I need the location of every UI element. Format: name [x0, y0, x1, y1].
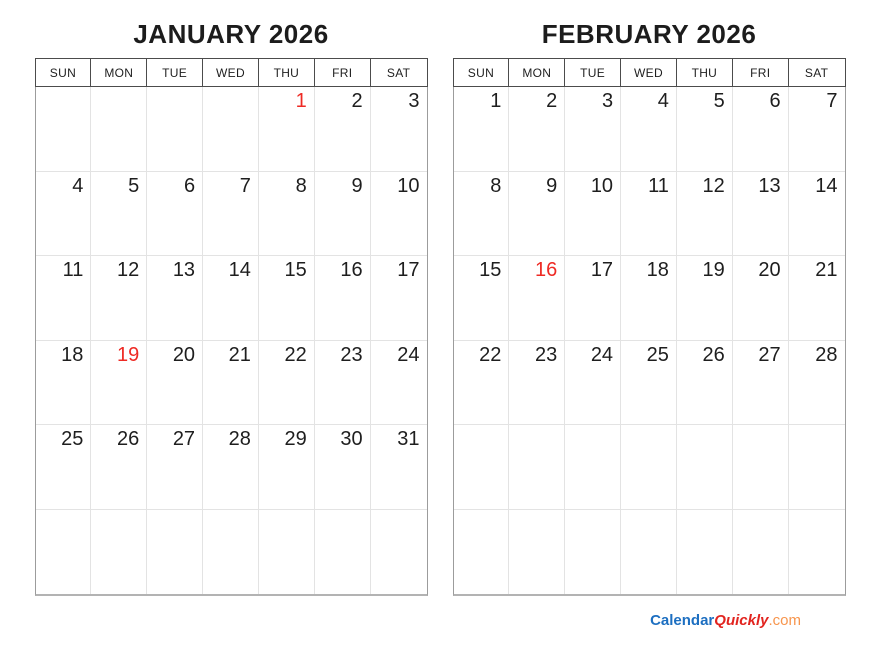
- day-cell-empty: [203, 87, 259, 172]
- day-cell-february-1: 1: [454, 87, 510, 172]
- weekday-header-mon: MON: [91, 59, 147, 86]
- calendar-january: [35, 20, 428, 596]
- day-cell-february-7: 7: [789, 87, 845, 172]
- day-cell-february-11: 11: [621, 172, 677, 257]
- day-cell-february-6: 6: [733, 87, 789, 172]
- day-cell-empty: [677, 510, 733, 595]
- day-cell-february-10: 10: [565, 172, 621, 257]
- day-cell-february-27: 27: [733, 341, 789, 426]
- day-cell-february-28: 28: [789, 341, 845, 426]
- day-cell-empty: [371, 510, 427, 595]
- weekday-header-wed: WED: [203, 59, 259, 86]
- day-cell-january-29: 29: [259, 425, 315, 510]
- weekday-header-wed: WED: [621, 59, 677, 86]
- weekday-header-mon: MON: [509, 59, 565, 86]
- day-cell-january-22: 22: [259, 341, 315, 426]
- weekday-header-sun: SUN: [36, 59, 92, 86]
- day-cell-january-26: 26: [91, 425, 147, 510]
- day-cell-january-25: 25: [36, 425, 92, 510]
- day-cell-february-3: 3: [565, 87, 621, 172]
- day-cell-january-6: 6: [147, 172, 203, 257]
- day-cell-january-20: 20: [147, 341, 203, 426]
- day-cell-february-2: 2: [509, 87, 565, 172]
- day-cell-january-11: 11: [36, 256, 92, 341]
- logo-text-com: .com: [768, 612, 801, 629]
- day-cell-january-12: 12: [91, 256, 147, 341]
- day-cell-empty: [454, 510, 510, 595]
- day-cell-february-25: 25: [621, 341, 677, 426]
- date-grid-january: [35, 87, 428, 596]
- day-cell-february-23: 23: [509, 341, 565, 426]
- day-cell-february-22: 22: [454, 341, 510, 426]
- day-cell-january-7: 7: [203, 172, 259, 257]
- logo-text-quickly: Quickly: [714, 612, 769, 629]
- day-cell-january-27: 27: [147, 425, 203, 510]
- day-cell-january-31: 31: [371, 425, 427, 510]
- day-cell-february-17: 17: [565, 256, 621, 341]
- weekday-header-row-january: [35, 58, 428, 87]
- day-cell-january-2: 2: [315, 87, 371, 172]
- day-cell-february-19: 19: [677, 256, 733, 341]
- day-cell-february-14: 14: [789, 172, 845, 257]
- day-cell-empty: [565, 425, 621, 510]
- day-cell-february-4: 4: [621, 87, 677, 172]
- weekday-header-thu: THU: [259, 59, 315, 86]
- day-cell-empty: [259, 510, 315, 595]
- day-cell-empty: [509, 510, 565, 595]
- day-cell-january-16: 16: [315, 256, 371, 341]
- day-cell-january-21: 21: [203, 341, 259, 426]
- weekday-header-sat: SAT: [386, 65, 411, 80]
- logo-text-calendar: Calendar: [650, 612, 715, 629]
- month-title-february: FEBRUARY 2026: [541, 19, 757, 49]
- date-grid-february: [453, 87, 846, 596]
- day-cell-empty: [789, 425, 845, 510]
- day-cell-january-4: 4: [36, 172, 92, 257]
- weekday-header-row-february: [453, 58, 846, 87]
- day-cell-february-9: 9: [509, 172, 565, 257]
- weekday-header-sun: SUN: [454, 59, 510, 86]
- day-cell-february-20: 20: [733, 256, 789, 341]
- day-cell-empty: [147, 87, 203, 172]
- day-cell-empty: [733, 425, 789, 510]
- day-cell-february-24: 24: [565, 341, 621, 426]
- day-cell-january-8: 8: [259, 172, 315, 257]
- day-cell-empty: [621, 510, 677, 595]
- day-cell-february-12: 12: [677, 172, 733, 257]
- day-cell-january-1: 1: [259, 87, 315, 172]
- weekday-header-tue: TUE: [147, 59, 203, 86]
- day-cell-empty: [36, 510, 92, 595]
- day-cell-empty: [91, 510, 147, 595]
- calendar-february: [453, 20, 846, 596]
- day-cell-empty: [733, 510, 789, 595]
- day-cell-january-10: 10: [371, 172, 427, 257]
- day-cell-empty: [36, 87, 92, 172]
- day-cell-empty: [621, 425, 677, 510]
- day-cell-january-28: 28: [203, 425, 259, 510]
- day-cell-january-19: 19: [91, 341, 147, 426]
- day-cell-january-9: 9: [315, 172, 371, 257]
- day-cell-january-30: 30: [315, 425, 371, 510]
- day-cell-empty: [677, 425, 733, 510]
- weekday-header-sat: SAT: [804, 65, 829, 80]
- day-cell-february-13: 13: [733, 172, 789, 257]
- weekday-header-fri: FRI: [315, 59, 371, 86]
- day-cell-empty: [147, 510, 203, 595]
- day-cell-empty: [454, 425, 510, 510]
- day-cell-january-5: 5: [91, 172, 147, 257]
- month-title-january: JANUARY 2026: [133, 19, 329, 49]
- day-cell-february-8: 8: [454, 172, 510, 257]
- weekday-header-tue: TUE: [565, 59, 621, 86]
- day-cell-empty: [203, 510, 259, 595]
- weekday-header-thu: THU: [677, 59, 733, 86]
- weekday-header-fri: FRI: [733, 59, 789, 86]
- day-cell-february-21: 21: [789, 256, 845, 341]
- day-cell-january-18: 18: [36, 341, 92, 426]
- day-cell-february-26: 26: [677, 341, 733, 426]
- day-cell-empty: [565, 510, 621, 595]
- day-cell-january-23: 23: [315, 341, 371, 426]
- day-cell-empty: [91, 87, 147, 172]
- day-cell-february-18: 18: [621, 256, 677, 341]
- day-cell-january-3: 3: [371, 87, 427, 172]
- day-cell-january-14: 14: [203, 256, 259, 341]
- day-cell-january-13: 13: [147, 256, 203, 341]
- site-logo-link[interactable]: [650, 611, 801, 630]
- day-cell-january-15: 15: [259, 256, 315, 341]
- day-cell-february-16: 16: [509, 256, 565, 341]
- day-cell-february-15: 15: [454, 256, 510, 341]
- day-cell-empty: [789, 510, 845, 595]
- day-cell-january-17: 17: [371, 256, 427, 341]
- day-cell-empty: [509, 425, 565, 510]
- day-cell-february-5: 5: [677, 87, 733, 172]
- day-cell-empty: [315, 510, 371, 595]
- day-cell-january-24: 24: [371, 341, 427, 426]
